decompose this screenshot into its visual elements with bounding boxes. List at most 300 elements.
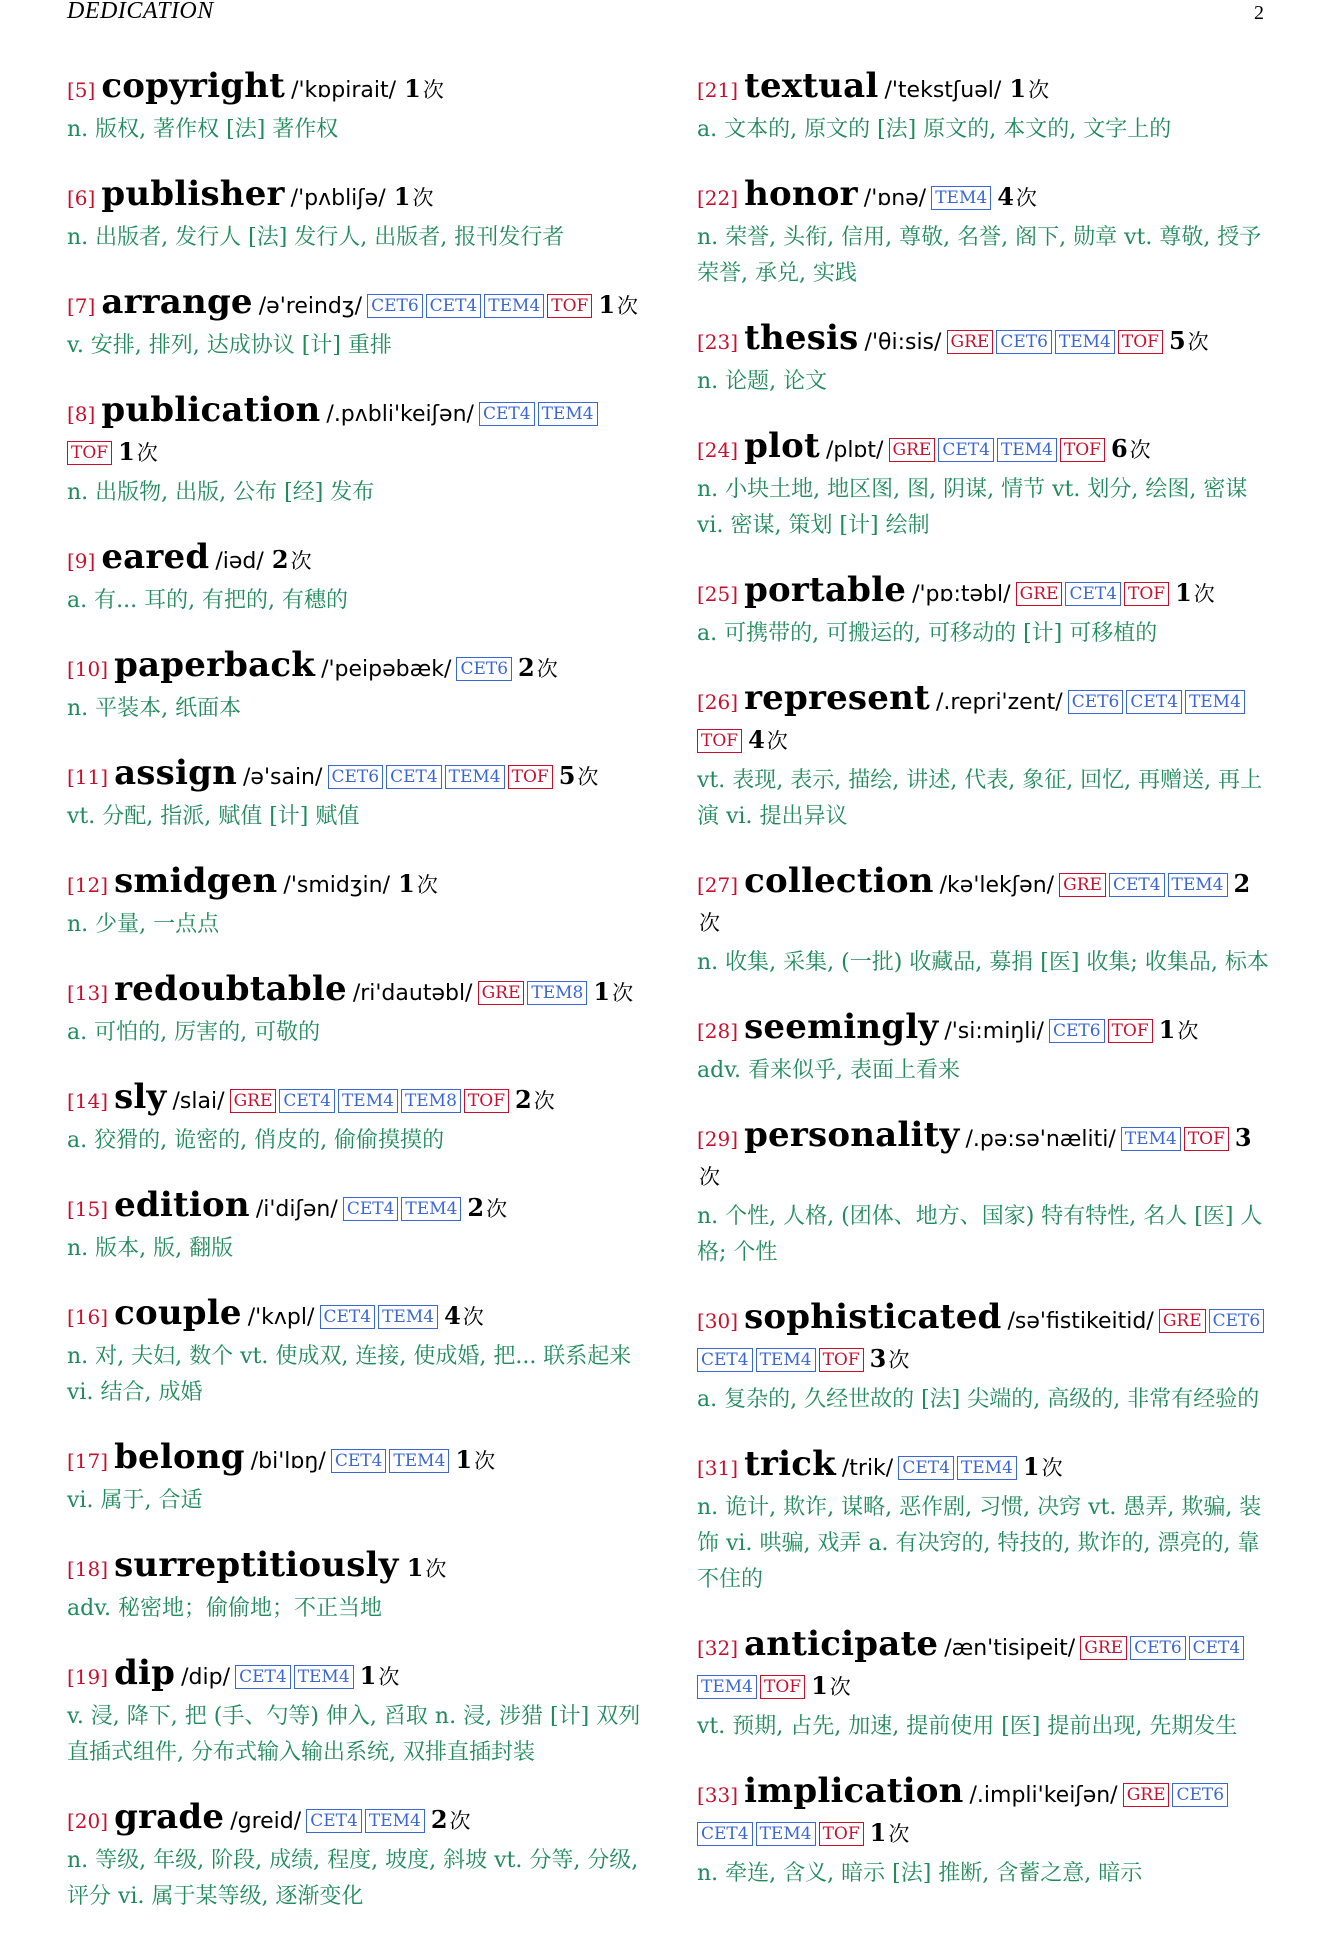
definition: n. 论题, 论文 [697, 369, 828, 394]
definition: a. 可携带的, 可搬运的, 可移动的 [计] 可移植的 [697, 621, 1158, 646]
exam-tag-cet4: CET4 [320, 1305, 376, 1329]
definition: n. 个性, 人格, (团体、地方、国家) 特有特性, 名人 [医] 人格; 个性 [697, 1204, 1263, 1265]
definition: n. 版权, 著作权 [法] 著作权 [67, 117, 339, 142]
exam-tag-tem4: TEM4 [756, 1822, 816, 1846]
vocab-entry [67, 176, 647, 256]
vocab-entry [67, 1655, 647, 1771]
definition: n. 平装本, 纸面本 [67, 696, 242, 721]
count-unit: 次 [462, 1305, 484, 1329]
phonetic: /æn'tisipeit/ [944, 1636, 1076, 1661]
entry-number: [6] [67, 186, 96, 210]
occurrence-count: 3 [869, 1344, 887, 1373]
occurrence-count: 1 [398, 869, 415, 898]
vocab-entry [67, 539, 647, 619]
exam-tag-cet6: CET6 [1049, 1019, 1105, 1043]
phonetic: /'θi:sis/ [864, 330, 942, 355]
occurrence-count: 6 [1110, 434, 1128, 463]
headword: sly [114, 1077, 167, 1117]
exam-tag-cet4: CET4 [697, 1822, 753, 1846]
entry-headline [67, 863, 647, 905]
headword: smidgen [114, 861, 278, 901]
definition: v. 安排, 排列, 达成协议 [计] 重排 [67, 333, 392, 358]
phonetic: /'tekstʃuəl/ [884, 78, 1002, 103]
exam-tag-tem4: TEM4 [697, 1675, 757, 1699]
phonetic: /dip/ [181, 1665, 231, 1690]
definition: adv. 秘密地；偷偷地；不正当地 [67, 1596, 383, 1621]
vocab-entry [697, 1117, 1272, 1271]
exam-tag-gre: GRE [1159, 1309, 1206, 1333]
headword: publication [101, 390, 321, 430]
exam-tag-cet4: CET4 [343, 1197, 399, 1221]
count-unit: 次 [136, 441, 158, 465]
exam-tag-tem8: TEM8 [401, 1089, 461, 1113]
vocab-entry [697, 1299, 1272, 1418]
exam-tag-tem4: TEM4 [931, 186, 991, 210]
vocab-entry [67, 1439, 647, 1519]
exam-tag-tof: TOF [760, 1675, 805, 1699]
count-unit: 次 [416, 873, 438, 897]
entry-number: [28] [697, 1019, 739, 1043]
exam-tag-cet4: CET4 [306, 1809, 362, 1833]
phonetic: /'peipəbæk/ [321, 657, 452, 682]
vocab-entry [67, 755, 647, 835]
exam-tag-tof: TOF [1118, 330, 1163, 354]
exam-tag-cet6: CET6 [1130, 1636, 1186, 1660]
count-unit: 次 [533, 1089, 555, 1113]
phonetic: /ri'dautəbl/ [352, 981, 473, 1006]
entry-headline [67, 1655, 647, 1697]
vocab-entry [697, 680, 1272, 835]
vocab-entry [67, 971, 647, 1051]
entry-headline [67, 1079, 647, 1121]
exam-tag-tem8: TEM8 [527, 981, 587, 1005]
count-unit: 次 [617, 294, 639, 318]
occurrence-count: 4 [444, 1301, 461, 1330]
entry-number: [25] [697, 582, 739, 606]
count-unit: 次 [1028, 78, 1050, 102]
headword: sophisticated [744, 1297, 1002, 1337]
entry-headline [697, 1446, 1272, 1488]
exam-tag-cet6: CET6 [1068, 690, 1124, 714]
headword: trick [744, 1444, 836, 1484]
phonetic: /'ɒnə/ [863, 186, 927, 211]
count-unit: 次 [290, 549, 312, 573]
exam-tag-cet6: CET6 [1172, 1783, 1228, 1807]
exam-tag-gre: GRE [889, 438, 936, 462]
headword: thesis [744, 318, 859, 358]
exam-tag-tof: TOF [819, 1822, 864, 1846]
headword: paperback [114, 645, 316, 685]
exam-tag-cet6: CET6 [367, 294, 423, 318]
count-unit: 次 [486, 1197, 508, 1221]
vocab-entry [697, 863, 1272, 981]
entry-number: [20] [67, 1809, 109, 1833]
count-unit: 次 [699, 1165, 720, 1189]
vocab-entry [697, 1626, 1272, 1745]
exam-tag-cet4: CET4 [386, 765, 442, 789]
entry-headline [697, 1773, 1272, 1854]
entry-number: [8] [67, 402, 96, 426]
count-unit: 次 [888, 1822, 910, 1846]
exam-tag-tem4: TEM4 [294, 1665, 354, 1689]
entry-headline [67, 647, 647, 689]
count-unit: 次 [577, 765, 599, 789]
entry-headline [697, 1009, 1272, 1051]
headword: couple [114, 1293, 242, 1333]
exam-tag-tem4: TEM4 [538, 402, 598, 426]
definition: n. 小块土地, 地区图, 图, 阴谋, 情节 vt. 划分, 绘图, 密谋 vi. 密谋, 策划 [计] 绘制 [697, 477, 1248, 538]
page-header [0, 0, 1322, 40]
definition: a. 可怕的, 厉害的, 可敬的 [67, 1020, 321, 1045]
vocab-entry [697, 320, 1272, 400]
definition: n. 诡计, 欺诈, 谋略, 恶作剧, 习惯, 决窍 vt. 愚弄, 欺骗, 装饰 vi. 哄骗, 戏弄 a. 有决窍的, 特技的, 欺诈的, 漂亮的, 靠不住的 [697, 1495, 1262, 1592]
entry-headline [697, 176, 1272, 218]
occurrence-count: 3 [1234, 1123, 1252, 1152]
phonetic: /greid/ [230, 1809, 302, 1834]
occurrence-count: 2 [430, 1805, 448, 1834]
entry-headline [67, 1547, 647, 1589]
entry-headline [697, 680, 1272, 761]
occurrence-count: 4 [997, 182, 1014, 211]
definition: vt. 分配, 指派, 赋值 [计] 赋值 [67, 804, 360, 829]
count-unit: 次 [612, 981, 634, 1005]
definition: n. 少量, 一点点 [67, 912, 220, 937]
exam-tag-cet4: CET4 [898, 1456, 954, 1480]
count-unit: 次 [1177, 1019, 1199, 1043]
entry-number: [26] [697, 690, 739, 714]
vocab-entry [67, 1547, 647, 1627]
definition: a. 文本的, 原文的 [法] 原文的, 本文的, 文字上的 [697, 117, 1172, 142]
occurrence-count: 1 [811, 1671, 828, 1700]
count-unit: 次 [888, 1348, 910, 1372]
phonetic: /kə'lekʃən/ [939, 873, 1055, 898]
occurrence-count: 2 [467, 1193, 485, 1222]
exam-tag-gre: GRE [1123, 1783, 1170, 1807]
occurrence-count: 1 [1158, 1015, 1176, 1044]
phonetic: /.repri'zent/ [935, 690, 1063, 715]
vocab-entry [697, 572, 1272, 652]
exam-tag-tof: TOF [1184, 1127, 1229, 1151]
vocab-entry [67, 863, 647, 943]
entry-headline [697, 428, 1272, 470]
entry-number: [12] [67, 873, 109, 897]
headword: eared [101, 537, 210, 577]
exam-tag-tem4: TEM4 [756, 1348, 816, 1372]
count-unit: 次 [766, 729, 788, 753]
exam-tag-tem4: TEM4 [1185, 690, 1245, 714]
headword: grade [114, 1797, 225, 1837]
exam-tag-cet4: CET4 [697, 1348, 753, 1372]
exam-tag-cet6: CET6 [1209, 1309, 1265, 1333]
headword: assign [114, 753, 237, 793]
entry-number: [5] [67, 78, 96, 102]
exam-tag-tof: TOF [1108, 1019, 1153, 1043]
exam-tag-tem4: TEM4 [445, 765, 505, 789]
phonetic: /.pʌbli'keiʃən/ [326, 402, 474, 427]
definition: v. 浸, 降下, 把 (手、勺等) 伸入, 舀取 n. 浸, 涉猎 [计] 双列直插式组件, 分布式输入输出系统, 双排直插封装 [67, 1704, 641, 1765]
exam-tag-cet4: CET4 [1065, 582, 1121, 606]
count-unit: 次 [422, 78, 444, 102]
occurrence-count: 2 [1233, 869, 1251, 898]
entry-headline [67, 755, 647, 797]
occurrence-count: 2 [515, 1085, 532, 1114]
headword: publisher [101, 174, 285, 214]
entry-headline [67, 1187, 647, 1229]
phonetic: /i'diʃən/ [255, 1197, 338, 1222]
phonetic: /'pʌbliʃə/ [290, 186, 386, 211]
count-unit: 次 [412, 186, 434, 210]
headword: personality [744, 1115, 960, 1155]
occurrence-count: 1 [1022, 1452, 1040, 1481]
occurrence-count: 5 [1168, 326, 1186, 355]
phonetic: /'smidʒin/ [283, 873, 391, 898]
vocab-entry [67, 1079, 647, 1159]
definition: vi. 属于, 合适 [67, 1488, 203, 1513]
headword: collection [744, 861, 934, 901]
exam-tag-tof: TOF [547, 294, 592, 318]
exam-tag-tem4: TEM4 [338, 1089, 398, 1113]
entry-number: [9] [67, 549, 96, 573]
occurrence-count: 1 [406, 1553, 424, 1582]
definition: vt. 预期, 占先, 加速, 提前使用 [医] 提前出现, 先期发生 [697, 1714, 1238, 1739]
vocab-entry [697, 1773, 1272, 1892]
vocab-entry [697, 176, 1272, 292]
entry-number: [13] [67, 981, 109, 1005]
entry-number: [22] [697, 186, 739, 210]
exam-tag-gre: GRE [1016, 582, 1063, 606]
occurrence-count: 1 [455, 1445, 473, 1474]
headword: arrange [101, 282, 253, 322]
vocab-entry [67, 1799, 647, 1915]
entry-headline [67, 1295, 647, 1337]
exam-tag-tof: TOF [1060, 438, 1105, 462]
entry-number: [30] [697, 1309, 739, 1333]
entry-headline [67, 68, 647, 110]
occurrence-count: 4 [748, 725, 765, 754]
phonetic: /bi'lɒŋ/ [250, 1449, 326, 1474]
phonetic: /'si:miŋli/ [944, 1019, 1044, 1044]
entry-headline [697, 68, 1272, 110]
phonetic: /plɒt/ [825, 438, 884, 463]
occurrence-count: 1 [593, 977, 611, 1006]
count-unit: 次 [449, 1809, 471, 1833]
occurrence-count: 1 [1175, 578, 1192, 607]
section-title: DEDICATION [67, 0, 214, 24]
entry-headline [67, 971, 647, 1013]
exam-tag-gre: GRE [947, 330, 994, 354]
vocab-entry [67, 647, 647, 727]
entry-number: [24] [697, 438, 739, 462]
vocab-entry [697, 1446, 1272, 1598]
count-unit: 次 [699, 911, 720, 935]
definition: n. 等级, 年级, 阶段, 成绩, 程度, 坡度, 斜坡 vt. 分等, 分级, 评分 vi. 属于某等级, 逐渐变化 [67, 1848, 639, 1909]
occurrence-count: 1 [1009, 74, 1027, 103]
headword: plot [744, 426, 820, 466]
exam-tag-gre: GRE [1080, 1636, 1127, 1660]
vocab-entry [67, 1187, 647, 1267]
phonetic: /trik/ [841, 1456, 894, 1481]
count-unit: 次 [536, 657, 558, 681]
exam-tag-tof: TOF [67, 441, 112, 465]
headword: belong [114, 1437, 245, 1477]
exam-tag-tof: TOF [508, 765, 553, 789]
exam-tag-cet4: CET4 [1189, 1636, 1245, 1660]
right-column [697, 68, 1272, 1920]
entry-headline [67, 284, 647, 326]
definition: n. 对, 夫妇, 数个 vt. 使成双, 连接, 使成婚, 把... 联系起来 vi. 结合, 成婚 [67, 1344, 632, 1405]
count-unit: 次 [829, 1675, 851, 1699]
headword: honor [744, 174, 858, 214]
exam-tag-tem4: TEM4 [365, 1809, 425, 1833]
headword: textual [744, 66, 879, 106]
headword: represent [744, 678, 930, 718]
exam-tag-tem4: TEM4 [401, 1197, 461, 1221]
headword: copyright [101, 66, 286, 106]
entry-number: [23] [697, 330, 739, 354]
phonetic: /ə'reindʒ/ [258, 294, 362, 319]
entry-number: [14] [67, 1089, 109, 1113]
entry-headline [697, 1626, 1272, 1707]
entry-headline [67, 539, 647, 581]
vocab-entry [67, 392, 647, 511]
headword: redoubtable [114, 969, 347, 1009]
definition: a. 有... 耳的, 有把的, 有穗的 [67, 588, 349, 613]
entry-number: [17] [67, 1449, 109, 1473]
definition: n. 出版者, 发行人 [法] 发行人, 出版者, 报刊发行者 [67, 225, 565, 250]
phonetic: /iəd/ [215, 549, 264, 574]
phonetic: /'kɒpirait/ [291, 78, 397, 103]
phonetic: /.impli'keiʃən/ [969, 1783, 1118, 1808]
entry-headline [697, 572, 1272, 614]
count-unit: 次 [425, 1557, 447, 1581]
entry-number: [15] [67, 1197, 109, 1221]
entry-headline [67, 392, 647, 473]
occurrence-count: 2 [271, 545, 289, 574]
exam-tag-cet4: CET4 [331, 1449, 387, 1473]
entry-number: [7] [67, 294, 96, 318]
headword: edition [114, 1185, 250, 1225]
exam-tag-cet6: CET6 [456, 657, 512, 681]
exam-tag-gre: GRE [1059, 873, 1106, 897]
definition: n. 荣誉, 头衔, 信用, 尊敬, 名誉, 阁下, 勋章 vt. 尊敬, 授予荣誉, 承兑, 实践 [697, 225, 1262, 286]
occurrence-count: 1 [869, 1818, 887, 1847]
exam-tag-tem4: TEM4 [484, 294, 544, 318]
exam-tag-cet4: CET4 [279, 1089, 335, 1113]
entry-headline [697, 1299, 1272, 1380]
exam-tag-cet6: CET6 [996, 330, 1052, 354]
entry-number: [16] [67, 1305, 109, 1329]
left-column [67, 68, 647, 1943]
exam-tag-tof: TOF [697, 729, 742, 753]
phonetic: /.pə:sə'næliti/ [965, 1127, 1116, 1152]
phonetic: /ə'sain/ [243, 765, 323, 790]
exam-tag-tem4: TEM4 [389, 1449, 449, 1473]
entry-headline [67, 1439, 647, 1481]
occurrence-count: 1 [359, 1661, 377, 1690]
page-number: 2 [1254, 2, 1264, 24]
occurrence-count: 2 [518, 653, 535, 682]
definition: vt. 表现, 表示, 描绘, 讲述, 代表, 象征, 回忆, 再赠送, 再上演 vi. 提出异议 [697, 768, 1263, 829]
entry-number: [32] [697, 1636, 739, 1660]
headword: surreptitiously [114, 1545, 399, 1585]
vocab-entry [697, 68, 1272, 148]
occurrence-count: 1 [404, 74, 421, 103]
exam-tag-cet6: CET6 [328, 765, 384, 789]
entry-number: [29] [697, 1127, 739, 1151]
count-unit: 次 [1041, 1456, 1063, 1480]
exam-tag-tof: TOF [819, 1348, 864, 1372]
exam-tag-tof: TOF [464, 1089, 509, 1113]
occurrence-count: 1 [393, 182, 411, 211]
definition: adv. 看来似乎, 表面上看来 [697, 1058, 960, 1083]
occurrence-count: 5 [558, 761, 576, 790]
count-unit: 次 [378, 1665, 400, 1689]
exam-tag-cet4: CET4 [235, 1665, 291, 1689]
exam-tag-tem4: TEM4 [1055, 330, 1115, 354]
entry-headline [697, 320, 1272, 362]
vocab-entry [697, 428, 1272, 544]
definition: a. 复杂的, 久经世故的 [法] 尖端的, 高级的, 非常有经验的 [697, 1387, 1260, 1412]
entry-number: [10] [67, 657, 109, 681]
count-unit: 次 [1193, 582, 1215, 606]
entry-number: [27] [697, 873, 739, 897]
headword: implication [744, 1771, 964, 1811]
entry-number: [19] [67, 1665, 109, 1689]
count-unit: 次 [474, 1449, 496, 1473]
exam-tag-cet4: CET4 [426, 294, 482, 318]
headword: portable [744, 570, 907, 610]
exam-tag-gre: GRE [230, 1089, 277, 1113]
exam-tag-tem4: TEM4 [1121, 1127, 1181, 1151]
phonetic: /slai/ [172, 1089, 225, 1114]
exam-tag-cet4: CET4 [479, 402, 535, 426]
vocab-entry [67, 1295, 647, 1411]
vocab-entry [697, 1009, 1272, 1089]
definition: n. 牵连, 含义, 暗示 [法] 推断, 含蓄之意, 暗示 [697, 1861, 1143, 1886]
entry-number: [31] [697, 1456, 739, 1480]
exam-tag-tof: TOF [1124, 582, 1169, 606]
phonetic: /'pɒ:təbl/ [912, 582, 1011, 607]
exam-tag-tem4: TEM4 [997, 438, 1057, 462]
exam-tag-tem4: TEM4 [957, 1456, 1017, 1480]
entry-number: [21] [697, 78, 739, 102]
exam-tag-tem4: TEM4 [378, 1305, 438, 1329]
exam-tag-tem4: TEM4 [1168, 873, 1228, 897]
occurrence-count: 1 [598, 290, 616, 319]
entry-headline [67, 176, 647, 218]
definition: a. 狡猾的, 诡密的, 俏皮的, 偷偷摸摸的 [67, 1128, 445, 1153]
headword: seemingly [744, 1007, 939, 1047]
definition: n. 版本, 版, 翻版 [67, 1236, 234, 1261]
entry-headline [697, 863, 1272, 943]
entry-headline [697, 1117, 1272, 1197]
headword: anticipate [744, 1624, 939, 1664]
definition: n. 出版物, 出版, 公布 [经] 发布 [67, 480, 375, 505]
count-unit: 次 [1129, 438, 1151, 462]
entry-number: [18] [67, 1557, 109, 1581]
exam-tag-gre: GRE [478, 981, 525, 1005]
entry-number: [33] [697, 1783, 739, 1807]
vocab-entry [67, 68, 647, 148]
entry-headline [67, 1799, 647, 1841]
phonetic: /'kʌpl/ [247, 1305, 315, 1330]
exam-tag-cet4: CET4 [1109, 873, 1165, 897]
phonetic: /sə'fistikeitid/ [1007, 1309, 1154, 1334]
vocab-entry [67, 284, 647, 364]
occurrence-count: 1 [118, 437, 135, 466]
count-unit: 次 [1187, 330, 1209, 354]
definition: n. 收集, 采集, (一批) 收藏品, 募捐 [医] 收集; 收集品, 标本 [697, 950, 1269, 975]
